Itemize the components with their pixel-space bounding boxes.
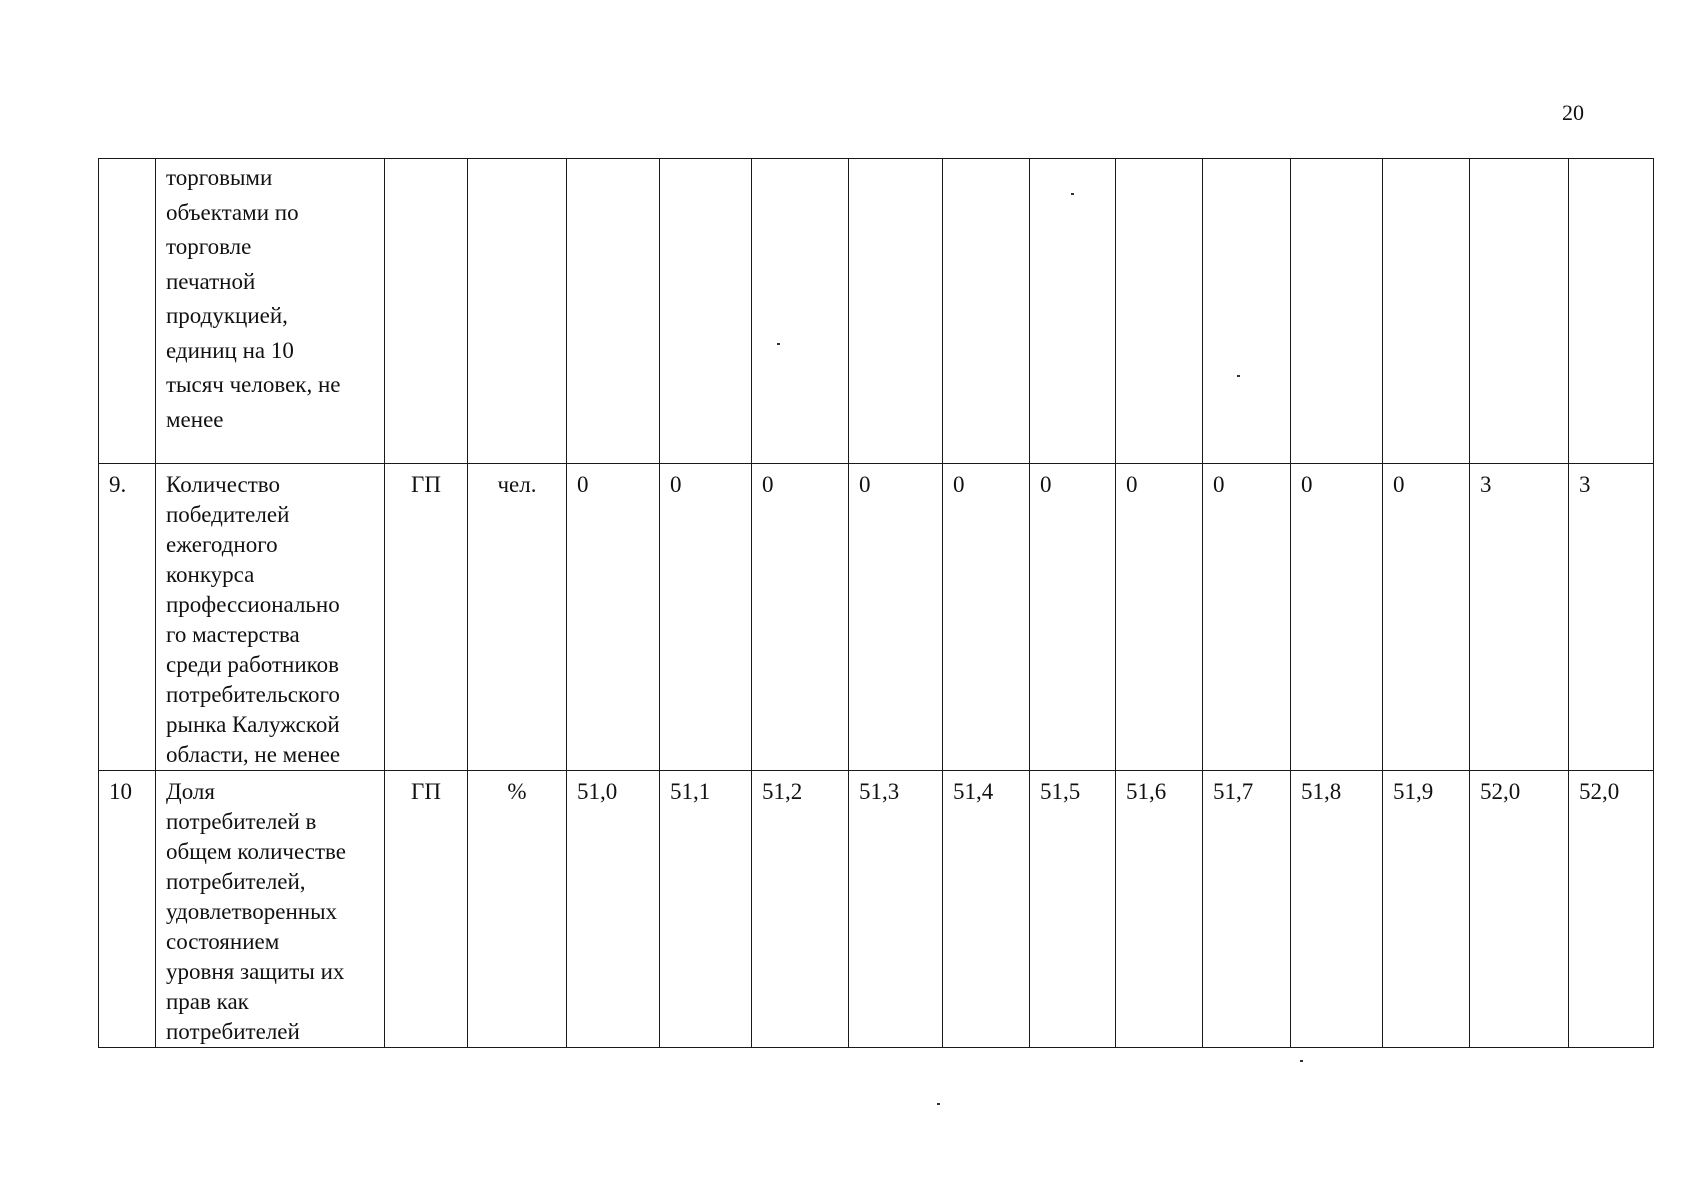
value-cell: 51,7 bbox=[1203, 771, 1291, 1048]
value-cell: 0 bbox=[1030, 464, 1116, 771]
value-cell bbox=[943, 159, 1030, 464]
value-cell bbox=[1569, 159, 1654, 464]
indicator-name-line: потребителей в bbox=[166, 809, 317, 834]
page-number: 20 bbox=[1562, 100, 1584, 125]
indicator-name-line: торговыми bbox=[166, 165, 273, 190]
indicator-name-line: состоянием bbox=[166, 929, 280, 954]
scan-speck bbox=[937, 1103, 940, 1105]
program-cell: ГП bbox=[385, 771, 468, 1048]
indicator-name-line: потребителей, bbox=[166, 869, 306, 894]
indicator-name-line: рынка Калужской bbox=[166, 712, 340, 737]
table-row bbox=[99, 464, 1654, 771]
value-cell bbox=[849, 159, 943, 464]
value-cell: 3 bbox=[1470, 464, 1569, 771]
indicator-name-cell bbox=[156, 771, 385, 1048]
value-cell: 0 bbox=[849, 464, 943, 771]
indicator-name-line: единиц на 10 bbox=[166, 337, 294, 363]
indicator-name-line: тысяч человек, не bbox=[166, 372, 341, 397]
value-cell bbox=[1470, 159, 1569, 464]
value-cell: 0 bbox=[752, 464, 849, 771]
value-cell: 51,4 bbox=[943, 771, 1030, 1048]
indicator-name-line: менее bbox=[166, 406, 224, 432]
indicator-table bbox=[98, 158, 1654, 1048]
indicator-name-line: продукцией, bbox=[166, 303, 288, 328]
indicator-name-line: Доля bbox=[166, 779, 215, 804]
indicator-name-line: объектами по bbox=[166, 199, 299, 225]
value-cell bbox=[1030, 159, 1116, 464]
scan-speck bbox=[1300, 1060, 1303, 1062]
row-number-cell: 9. bbox=[99, 464, 156, 771]
value-cell bbox=[752, 159, 849, 464]
value-cell: 0 bbox=[1291, 464, 1383, 771]
table-row bbox=[99, 159, 1654, 464]
value-cell: 51,8 bbox=[1291, 771, 1383, 1048]
scan-speck bbox=[777, 343, 780, 345]
indicator-name-line: торговле bbox=[166, 234, 252, 259]
indicator-name-line: профессионально bbox=[166, 592, 340, 617]
value-cell bbox=[1291, 159, 1383, 464]
value-cell: 51,0 bbox=[567, 771, 660, 1048]
value-cell: 51,6 bbox=[1116, 771, 1203, 1048]
value-cell: 0 bbox=[943, 464, 1030, 771]
value-cell: 52,0 bbox=[1569, 771, 1654, 1048]
indicator-name-line: ежегодного bbox=[166, 532, 278, 557]
indicator-name-line: уровня защиты их bbox=[166, 959, 345, 984]
value-cell: 0 bbox=[660, 464, 752, 771]
value-cell: 51,1 bbox=[660, 771, 752, 1048]
indicator-name-line: прав как bbox=[166, 989, 249, 1014]
value-cell: 51,2 bbox=[752, 771, 849, 1048]
value-cell: 0 bbox=[567, 464, 660, 771]
value-cell: 51,9 bbox=[1383, 771, 1470, 1048]
program-cell bbox=[385, 159, 468, 464]
value-cell: 51,3 bbox=[849, 771, 943, 1048]
value-cell bbox=[660, 159, 752, 464]
indicator-name-cell bbox=[156, 464, 385, 771]
value-cell: 0 bbox=[1116, 464, 1203, 771]
indicator-name-line: среди работников bbox=[166, 652, 340, 677]
value-cell bbox=[1203, 159, 1291, 464]
scan-speck bbox=[1237, 375, 1240, 377]
program-cell: ГП bbox=[385, 464, 468, 771]
indicator-name-line: победителей bbox=[166, 502, 290, 527]
unit-cell: чел. bbox=[468, 464, 567, 771]
indicator-name-cell bbox=[156, 159, 385, 464]
value-cell: 0 bbox=[1383, 464, 1470, 771]
value-cell bbox=[567, 159, 660, 464]
value-cell: 52,0 bbox=[1470, 771, 1569, 1048]
indicator-name-line: области, не менее bbox=[166, 742, 341, 767]
indicator-name-line: конкурса bbox=[166, 562, 255, 587]
value-cell: 0 bbox=[1203, 464, 1291, 771]
indicator-name-line: го мастерства bbox=[166, 622, 300, 647]
value-cell bbox=[1383, 159, 1470, 464]
indicator-name-line: общем количестве bbox=[166, 839, 346, 864]
value-cell: 51,5 bbox=[1030, 771, 1116, 1048]
value-cell bbox=[1116, 159, 1203, 464]
scan-speck bbox=[1071, 193, 1074, 195]
unit-cell bbox=[468, 159, 567, 464]
unit-cell: % bbox=[468, 771, 567, 1048]
indicator-name-line: удовлетворенных bbox=[166, 899, 338, 924]
indicator-name-line: потребителей bbox=[166, 1019, 300, 1044]
indicator-name-line: потребительского bbox=[166, 682, 340, 707]
row-number-cell: 10 bbox=[99, 771, 156, 1048]
indicator-name-line: печатной bbox=[166, 268, 256, 294]
value-cell: 3 bbox=[1569, 464, 1654, 771]
row-number-cell bbox=[99, 159, 156, 464]
indicator-name-line: Количество bbox=[166, 472, 280, 497]
table-row bbox=[99, 771, 1654, 1048]
